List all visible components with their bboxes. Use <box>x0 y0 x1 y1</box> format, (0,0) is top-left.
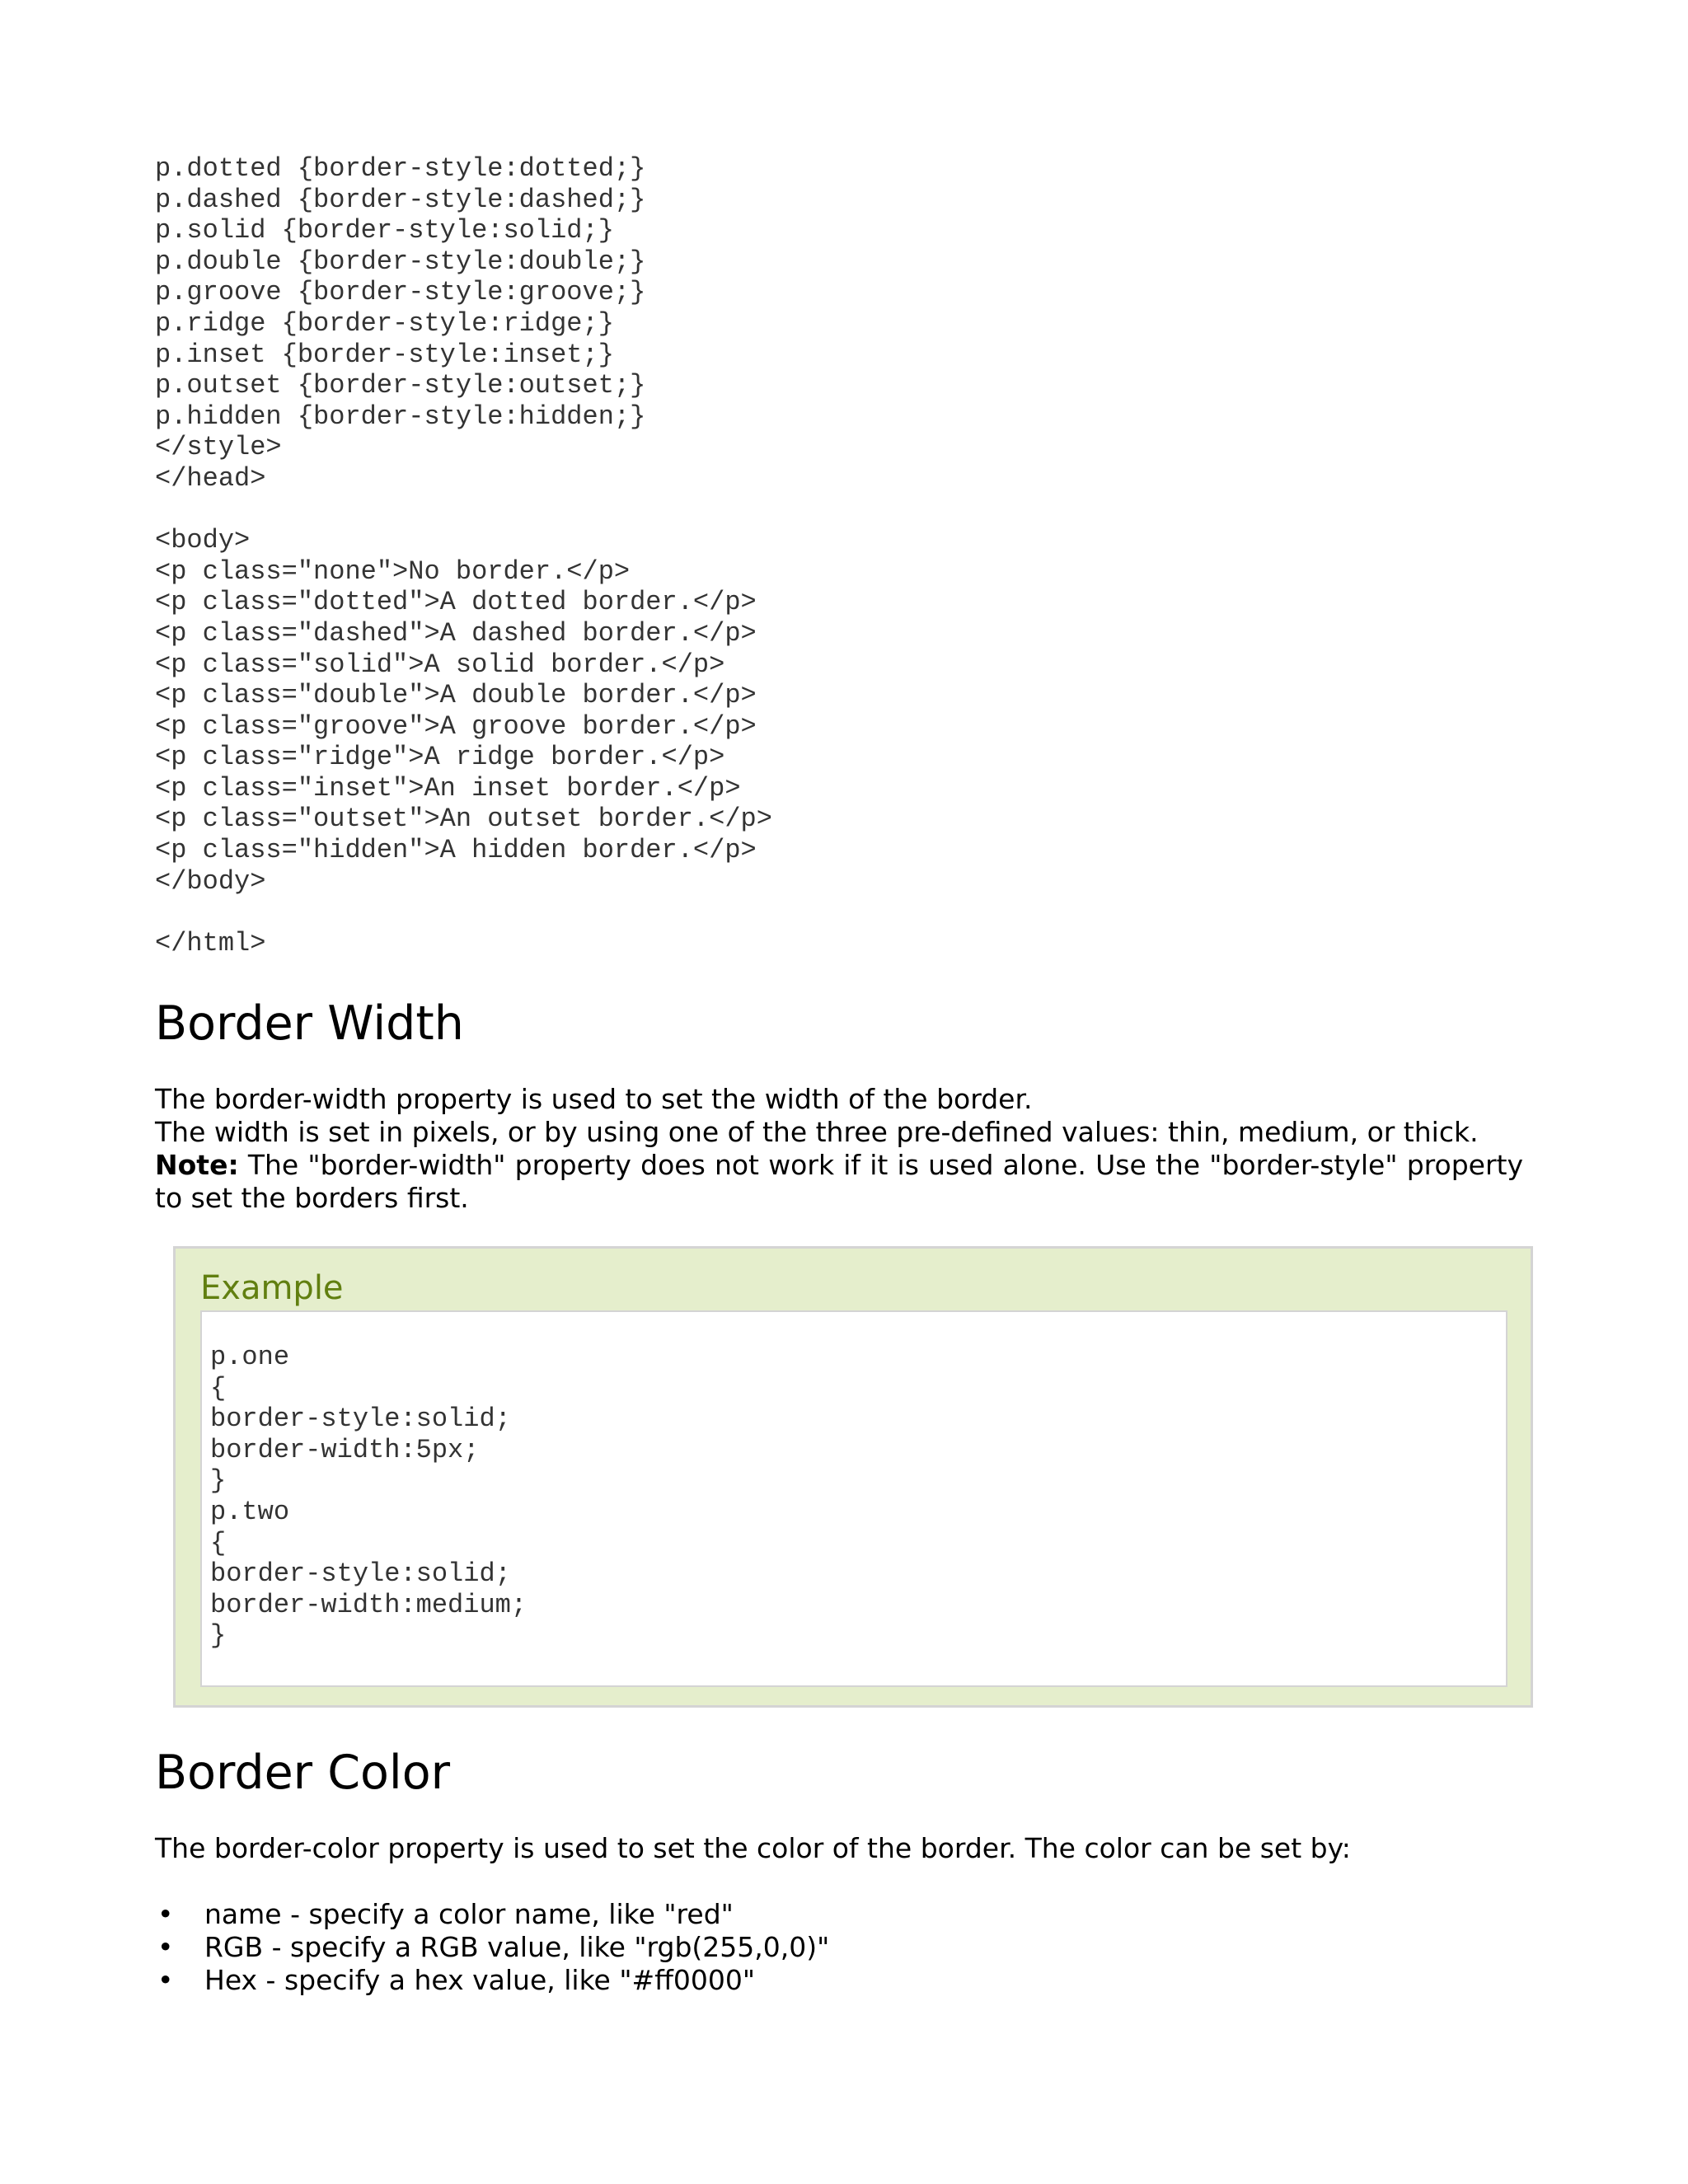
code-line: p.outset {border-style:outset;} <box>155 370 646 401</box>
list-item-text: RGB - specify a RGB value, like "rgb(255,0,0)" <box>204 1931 830 1963</box>
border-color-intro: The border-color property is used to set the color of the border. The color can be set by: <box>155 1832 1351 1864</box>
bullet-icon: • <box>157 1964 174 1996</box>
code-line: p.inset {border-style:inset;} <box>155 339 614 370</box>
code-line: <p class="double">A double border.</p> <box>155 680 757 711</box>
code-line: <p class="ridge">A ridge border.</p> <box>155 742 725 773</box>
code-line: p.solid {border-style:solid;} <box>155 215 614 246</box>
bullet-icon: • <box>157 1931 174 1963</box>
list-item <box>155 1931 829 1964</box>
code-line: </style> <box>155 432 282 463</box>
code-line: </html> <box>155 927 266 958</box>
color-methods-list <box>155 1898 829 1997</box>
code-line: <body> <box>155 525 251 556</box>
code-line: p.ridge {border-style:ridge;} <box>155 307 614 339</box>
example-title: Example <box>200 1269 344 1307</box>
code-line: <p class="inset">An inset border.</p> <box>155 772 741 804</box>
code-line: </body> <box>155 865 266 897</box>
border-width-heading: Border Width <box>155 996 464 1051</box>
border-width-note <box>155 1149 1523 1215</box>
bullet-icon: • <box>157 1898 174 1930</box>
border-color-heading: Border Color <box>155 1746 451 1800</box>
example-code: p.one { border-style:solid; border-width:5px; } p.two { border-style:solid; border-width:medium; } <box>200 1310 1507 1687</box>
code-line: </head> <box>155 462 266 494</box>
code-line: <p class="hidden">A hidden border.</p> <box>155 835 757 866</box>
code-line: p.dashed {border-style:dashed;} <box>155 184 646 215</box>
code-line <box>155 897 772 928</box>
code-line: <p class="dotted">A dotted border.</p> <box>155 587 757 618</box>
border-width-description <box>155 1083 1523 1215</box>
code-line <box>155 494 772 526</box>
code-listing <box>155 153 772 958</box>
list-item <box>155 1898 829 1931</box>
code-line: <p class="solid">A solid border.</p> <box>155 649 725 680</box>
code-line: <p class="none">No border.</p> <box>155 555 631 587</box>
code-line: <p class="groove">A groove border.</p> <box>155 710 757 742</box>
code-line: p.dotted {border-style:dotted;} <box>155 153 646 184</box>
code-line: <p class="dashed">A dashed border.</p> <box>155 617 757 649</box>
note-text: The "border-width" property does not work if it is used alone. Use the "border-style" property to set the borders first. <box>155 1149 1523 1214</box>
code-line: p.hidden {border-style:hidden;} <box>155 401 646 432</box>
code-line: <p class="outset">An outset border.</p> <box>155 804 772 835</box>
list-item <box>155 1964 829 1997</box>
note-label: Note: <box>155 1149 239 1181</box>
code-line: p.groove {border-style:groove;} <box>155 277 646 308</box>
list-item-text: name - specify a color name, like "red" <box>204 1898 734 1930</box>
list-item-text: Hex - specify a hex value, like "#ff0000" <box>204 1964 756 1996</box>
example-box <box>173 1246 1533 1708</box>
border-width-line-2: The width is set in pixels, or by using one of the three pre-defined values: thin, medium, or thick. <box>155 1116 1479 1148</box>
border-width-line-1: The border-width property is used to set the width of the border. <box>155 1083 1033 1115</box>
code-line: p.double {border-style:double;} <box>155 246 646 277</box>
